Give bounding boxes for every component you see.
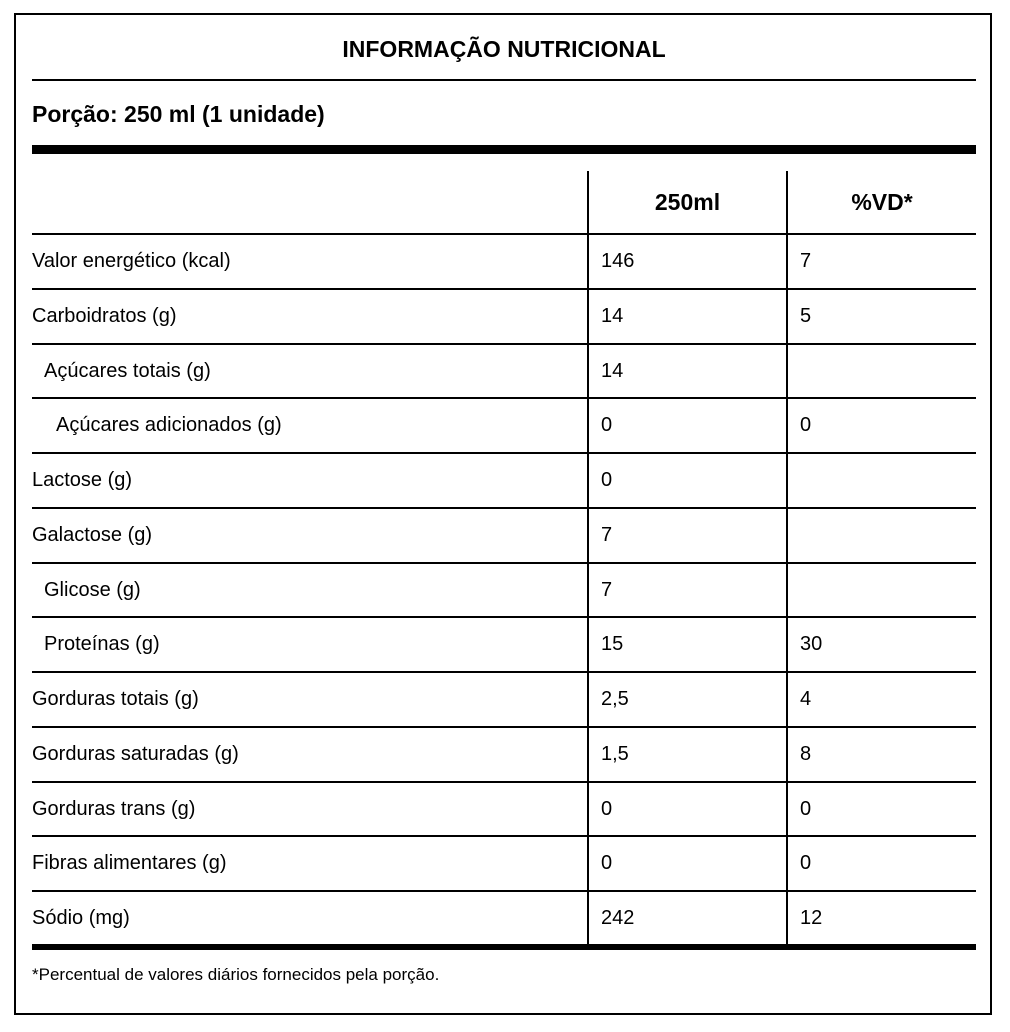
table-row	[32, 397, 976, 452]
nutrition-table	[32, 233, 976, 945]
nutrient-name: Valor energético (kcal)	[32, 250, 231, 272]
nutrient-amount: 242	[601, 907, 635, 929]
portion-size: Porção: 250 ml (1 unidade)	[32, 101, 325, 127]
table-row	[32, 726, 976, 781]
footnote: *Percentual de valores diários fornecidos pela porção.	[32, 965, 440, 984]
table-row	[32, 288, 976, 343]
nutrient-amount: 0	[601, 414, 613, 437]
nutrient-name: Glicose (g)	[44, 578, 141, 601]
table-row	[32, 233, 976, 288]
nutrient-name: Sódio (mg)	[32, 907, 130, 929]
nutrient-daily-value: 8	[800, 742, 812, 765]
nutrient-name: Galactose (g)	[32, 523, 153, 546]
nutrient-daily-value: 7	[800, 250, 812, 272]
nutrient-amount: 1,5	[601, 742, 629, 765]
nutrient-daily-value: 4	[800, 688, 812, 710]
label-title: INFORMAÇÃO NUTRICIONAL	[342, 36, 666, 62]
table-row	[32, 452, 976, 507]
nutrient-amount: 14	[601, 359, 624, 382]
table-row	[32, 616, 976, 671]
nutrient-name: Gorduras totais (g)	[32, 688, 199, 710]
nutrient-daily-value: 12	[800, 907, 823, 929]
column-header-vd: %VD*	[851, 189, 913, 215]
nutrient-daily-value: 0	[800, 797, 812, 820]
nutrient-amount: 7	[601, 523, 613, 546]
table-row	[32, 781, 976, 836]
nutrient-amount: 7	[601, 578, 613, 601]
nutrient-daily-value: 0	[800, 852, 812, 875]
table-bottom-rule	[32, 944, 976, 950]
column-header-value: 250ml	[654, 189, 721, 215]
nutrient-name: Gorduras trans (g)	[32, 797, 196, 820]
nutrient-name: Lactose (g)	[32, 469, 133, 491]
table-row	[32, 671, 976, 726]
nutrient-name: Gorduras saturadas (g)	[32, 742, 239, 765]
nutrient-daily-value: 30	[800, 633, 823, 656]
nutrient-name: Açúcares totais (g)	[44, 359, 211, 382]
nutrient-name: Carboidratos (g)	[32, 304, 177, 327]
nutrient-daily-value: 5	[800, 304, 812, 327]
nutrient-amount: 2,5	[601, 688, 629, 710]
portion-divider	[32, 145, 976, 154]
nutrient-amount: 0	[601, 852, 613, 875]
nutrient-amount: 146	[601, 250, 635, 272]
nutrient-daily-value: 0	[800, 414, 812, 437]
nutrient-name: Açúcares adicionados (g)	[56, 414, 282, 437]
nutrient-name: Proteínas (g)	[44, 633, 160, 656]
nutrient-amount: 15	[601, 633, 624, 656]
nutrient-amount: 0	[601, 797, 613, 820]
title-divider	[32, 79, 976, 81]
table-row	[32, 562, 976, 617]
table-row	[32, 507, 976, 562]
table-row	[32, 890, 976, 945]
nutrient-name: Fibras alimentares (g)	[32, 852, 227, 875]
table-row	[32, 835, 976, 890]
table-row	[32, 343, 976, 398]
nutrient-amount: 14	[601, 304, 624, 327]
nutrient-amount: 0	[601, 469, 613, 491]
